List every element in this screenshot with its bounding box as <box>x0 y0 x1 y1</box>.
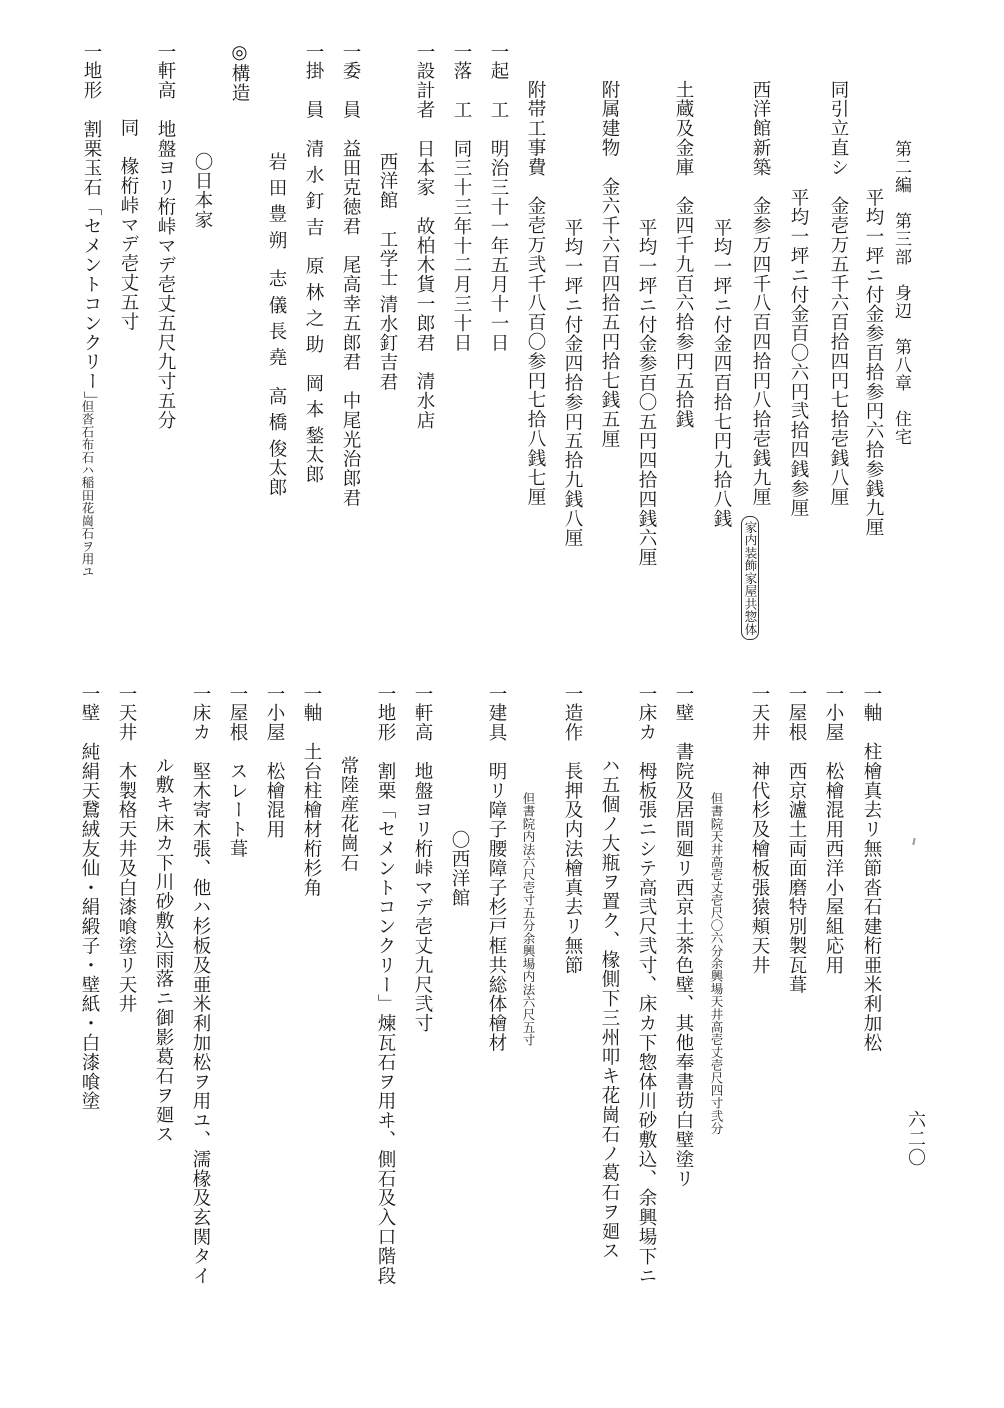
text-line: 同引立直シ 金壱万五千六百拾四円七拾壱銭八厘 <box>828 80 849 507</box>
text-line: 一建具 明リ障子腰障子杉戸框共総体檜材 <box>486 684 507 1053</box>
text-line: 一壁 書院及居間廻リ西京土茶色壁、其他奉書苆白壁塗リ <box>673 684 694 1189</box>
note-line: 余興場内法六尺五寸 <box>521 931 536 1047</box>
text-line: 土蔵及金庫 金四千九百六拾参円五拾銭 <box>673 80 694 430</box>
text-line: 岩 田 豊 朔 志 儀 長 堯 高 橋 俊太郎 <box>266 152 287 498</box>
text-line: 一落 工 同三十三年十二月三十日 <box>451 42 472 353</box>
text-line: 附属建物 金六千六百四拾五円拾七銭五厘 <box>599 80 620 449</box>
note-line: 但書院内法六尺壱寸五分 <box>521 792 536 932</box>
text-line: 一屋根 西京瀘土両面磨特別製瓦葺 <box>786 684 807 995</box>
note-line: 家内装飾 <box>743 521 758 572</box>
text-line: ハ五個ノ大瓶ヲ置ク、椽側下三州叩キ花崗石ノ葛石ヲ廻ス <box>599 756 620 1261</box>
note-line: 但沓石布石ハ稲 <box>80 400 95 489</box>
text-line: 附帯工事費 金壱万弐千八百〇参円七拾八銭七厘 <box>525 80 546 507</box>
text-line: 平均一坪ニ付金参百〇五円四拾四銭六厘 <box>636 218 657 568</box>
subsection-heading: 〇日本家 <box>192 152 213 230</box>
text-line: 一天井 神代杉及檜板張猿頬天井 <box>749 684 770 975</box>
text-line: 平均一坪ニ付金四拾参円五拾九銭八厘 <box>562 218 583 548</box>
text-line: 西洋館 工学士 清水釘吉君 <box>377 152 398 392</box>
text-line: 一委 員 益田克徳君 尾高幸五郎君 中尾光治郎君 <box>340 42 361 508</box>
text-line: 一造作 長押及内法檜真去リ無節 <box>562 684 583 975</box>
text-line <box>749 80 771 507</box>
subsection-heading: 〇西洋館 <box>449 830 470 908</box>
text-line: 一床カ 堅木寄木張、他ハ杉板及亜米利加松ヲ用ユ、濡椽及玄関タイ <box>190 684 211 1286</box>
note-line: 家屋共惣体 <box>743 571 758 636</box>
text-line: 一掛 員 清 水 釘 吉 原 林 之 助 岡 本 鍫太郎 <box>303 42 324 485</box>
section-heading: ◎構造 <box>229 42 250 103</box>
note-ceiling <box>709 792 723 1135</box>
note-line: 但書院天井高壱丈壱尺〇六分 <box>709 792 724 958</box>
text-line: 平均一坪ニ付金百〇六円弐拾四銭参厘 <box>788 188 809 518</box>
text-line: 一天井 木製格天井及白漆喰塗リ天井 <box>116 684 137 1014</box>
text-line: 一床カ 栂板張ニシテ高弐尺弐寸、床カ下惣体川砂敷込、余興場下ニ <box>636 684 657 1286</box>
note-decoration <box>741 516 759 640</box>
text-line: 同 椽桁峠マデ壱丈五寸 <box>118 118 139 332</box>
note-line: 田花崗石ヲ用ユ <box>80 488 95 578</box>
text-line: 一軸 柱檜真去リ無節沓石建桁亜米利加松 <box>861 684 882 1053</box>
text-line: 一小屋 松檜混用 <box>264 684 285 840</box>
text-line: 一壁 純絹天鵞絨友仙・絹緞子・壁紙・白漆喰塗 <box>79 684 100 1111</box>
text-line: 平均一坪ニ付金四百拾七円九拾八銭 <box>711 218 732 529</box>
note-foundation <box>80 400 94 578</box>
running-head: 第二編 第三部 身辺 第八章 住宅 <box>891 140 911 446</box>
text-line: 常陸産花崗石 <box>338 756 359 873</box>
text-line: 一屋根 スレート葺 <box>227 684 248 859</box>
text-line: 一地形 割栗玉石「セメントコンクリー」 <box>81 42 102 411</box>
text-line-main: 西洋館新築 金参万四千八百四拾円八拾壱銭九厘 <box>750 80 771 507</box>
page-number: 六二〇 <box>905 1110 926 1167</box>
text-line: ル敷キ床カ下川砂敷込雨落ニ御影葛石ヲ廻ス <box>153 756 174 1144</box>
ink-mark <box>912 838 915 845</box>
text-line: 一軒高 地盤ヨリ桁峠マデ壱丈九尺弐寸 <box>412 684 433 1034</box>
text-line: 一小屋 松檜混用西洋小屋組応用 <box>823 684 844 975</box>
text-line: 一軒高 地盤ヨリ桁峠マデ壱丈五尺九寸五分 <box>155 42 176 430</box>
note-line: 余興場天井高壱丈壱尺四寸弐分 <box>709 957 724 1135</box>
text-line: 平均一坪ニ付金参百拾参円六拾参銭九厘 <box>863 188 884 538</box>
text-line: 一軸 土台柱檜材桁杉角 <box>301 684 322 898</box>
note-fitting <box>521 792 535 1046</box>
text-line: 一設計者 日本家 故柏木貨一郎君 清水店 <box>414 42 435 430</box>
text-line: 一地形 割栗「セメントコンクリー」煉瓦石ヲ用ヰ、側石及入口階段 <box>375 684 396 1286</box>
text-line: 一起 工 明治三十一年五月十一日 <box>488 42 509 353</box>
